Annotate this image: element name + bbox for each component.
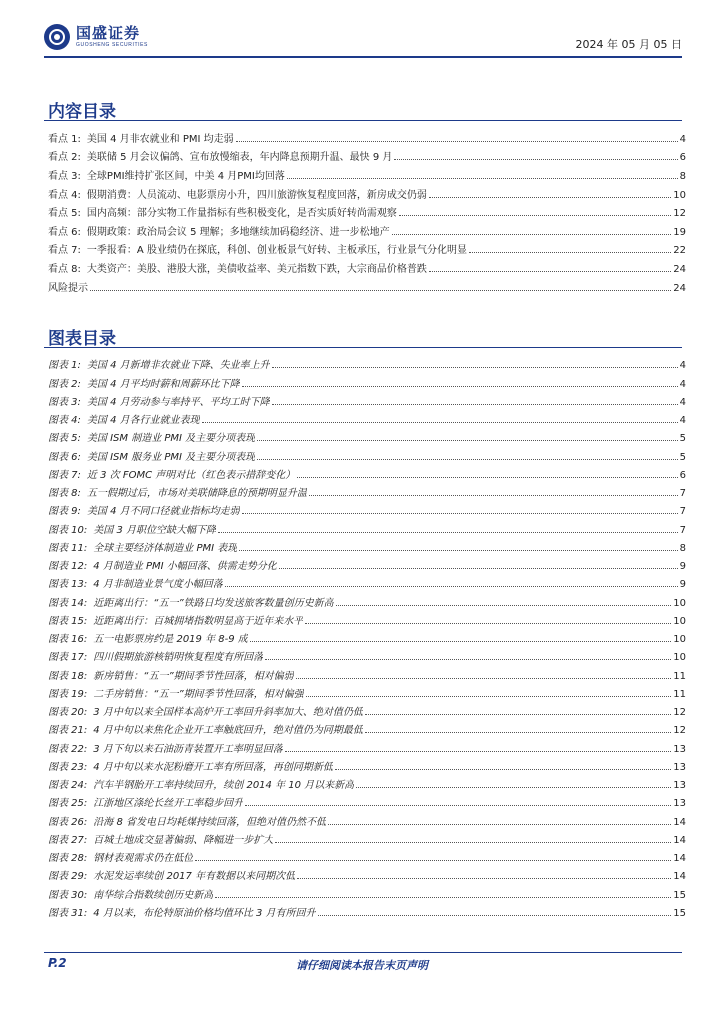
page-header <box>44 22 682 56</box>
figure-item-label: 图表 16: <box>48 634 88 645</box>
figure-item-leader <box>265 659 671 660</box>
figure-item-label: 图表 30: <box>48 889 88 901</box>
figure-item-label: 图表 2: <box>48 378 81 390</box>
figure-item[interactable] <box>48 663 686 681</box>
contents-item-text: 风险提示 <box>48 282 88 294</box>
figure-item-label: 图表 22: <box>48 743 88 755</box>
contents-item-label: 看点 6: <box>48 226 81 238</box>
figure-item-page: 14 <box>673 871 686 883</box>
figure-item[interactable] <box>48 481 686 499</box>
figure-item-leader <box>365 732 671 733</box>
figure-item[interactable] <box>48 353 686 371</box>
contents-item-text: 大类资产：美股、港股大涨，美债收益率、美元指数下跌，大宗商品价格普跌 <box>86 264 427 276</box>
figure-item-leader <box>272 367 678 368</box>
figure-item-label: 图表 8: <box>48 488 81 499</box>
company-logo <box>44 22 148 52</box>
figure-item[interactable] <box>48 609 686 627</box>
figure-item-leader <box>239 550 677 551</box>
figure-item-text: 新房销售：“五一”期间季节性回落，相对偏弱 <box>93 670 294 682</box>
figure-item-page: 14 <box>673 834 686 846</box>
figure-item-leader <box>245 805 671 806</box>
contents-item-page: 19 <box>673 226 686 238</box>
figure-item-page: 12 <box>673 725 686 737</box>
figure-item-text: 美国 ISM 制造业 PMI 及主要分项表现 <box>86 433 256 445</box>
logo-name-cn: 国盛证券 <box>76 24 141 42</box>
figure-item-page: 10 <box>673 634 686 645</box>
figure-item-label: 图表 11: <box>48 542 88 554</box>
contents-item-label: 看点 2: <box>48 152 81 164</box>
figure-item-leader <box>356 787 671 788</box>
figure-item[interactable] <box>48 846 686 864</box>
figure-item-leader <box>365 714 671 715</box>
figure-item-text: 水泥发运率续创 2017 年有数据以来同期次低 <box>93 871 296 883</box>
figure-item-text: 美国 4 月各行业就业表现 <box>86 415 200 426</box>
figure-item-label: 图表 1: <box>48 360 81 372</box>
figure-item[interactable] <box>48 755 686 773</box>
figure-item[interactable] <box>48 828 686 846</box>
contents-item-label: 看点 5: <box>48 208 81 220</box>
figure-item[interactable] <box>48 590 686 608</box>
contents-item-text: 美国 4 月非农就业和 PMI 均走弱 <box>86 133 234 145</box>
figure-item-text: 近距离出行：“五一”铁路日均发送旅客数量创历史新高 <box>93 597 334 609</box>
figure-item-text: 近距离出行：百城拥堵指数明显高于近年来水平 <box>93 615 304 627</box>
contents-item-leader <box>392 234 672 235</box>
figure-item-page: 9 <box>679 579 686 591</box>
figure-item-label: 图表 14: <box>48 597 88 609</box>
figure-item-label: 图表 3: <box>48 396 81 408</box>
contents-item[interactable] <box>48 275 686 294</box>
figure-item-label: 图表 20: <box>48 707 88 718</box>
figure-item-leader <box>285 751 671 752</box>
figure-item-leader <box>242 513 678 514</box>
contents-title-divider <box>44 120 682 121</box>
contents-item-label: 看点 8: <box>48 264 81 276</box>
figure-item-page: 14 <box>673 853 686 864</box>
figure-item[interactable] <box>48 700 686 718</box>
figure-item-leader <box>297 477 677 478</box>
figure-item-leader <box>225 586 678 587</box>
figures-title-divider <box>44 347 682 348</box>
figure-item[interactable] <box>48 627 686 645</box>
figure-item[interactable] <box>48 645 686 663</box>
figure-item-page: 13 <box>673 780 686 791</box>
figure-item-page: 7 <box>679 524 686 536</box>
contents-item[interactable] <box>48 238 686 257</box>
contents-item-leader <box>399 215 671 216</box>
figure-item-label: 图表 29: <box>48 871 88 883</box>
figure-item-text: 汽车半钢胎开工率持续回升，续创 2014 年 10 月以来新高 <box>93 780 355 791</box>
contents-item-page: 12 <box>673 208 686 220</box>
figure-item-page: 13 <box>673 798 686 810</box>
contents-item[interactable] <box>48 163 686 182</box>
figure-item-page: 11 <box>673 670 686 682</box>
figure-item-label: 图表 25: <box>48 798 88 810</box>
figure-item-text: 美国 3 月职位空缺大幅下降 <box>93 524 217 536</box>
figure-item-text: 美国 ISM 服务业 PMI 及主要分项表现 <box>86 451 256 463</box>
figure-item-label: 图表 19: <box>48 688 88 700</box>
figure-item-leader <box>215 897 671 898</box>
figure-item-page: 5 <box>679 451 686 463</box>
figure-item[interactable] <box>48 536 686 554</box>
contents-item-page: 8 <box>679 170 686 182</box>
figure-item-label: 图表 21: <box>48 725 88 737</box>
figure-item-text: 4 月中旬以来水泥粉磨开工率有所回落，再创同期新低 <box>93 761 333 773</box>
figure-item[interactable] <box>48 390 686 408</box>
figure-item-text: 4 月制造业 PMI 小幅回落、供需走势分化 <box>93 561 277 572</box>
figure-item-leader <box>272 404 678 405</box>
contents-item[interactable] <box>48 182 686 201</box>
contents-item-label: 看点 4: <box>48 189 81 201</box>
figure-item-page: 10 <box>673 615 686 627</box>
figure-item-label: 图表 15: <box>48 615 88 627</box>
contents-list <box>48 126 686 294</box>
figures-title: 图表目录 <box>48 329 116 349</box>
figure-item-page: 13 <box>673 743 686 755</box>
figure-item-text: 近 3 次 FOMC 声明对比（红色表示措辞变化） <box>86 469 296 481</box>
figure-item-page: 10 <box>673 652 686 664</box>
figure-item-label: 图表 9: <box>48 506 81 518</box>
figure-item-text: 4 月非制造业景气度小幅回落 <box>93 579 223 591</box>
figure-item-label: 图表 17: <box>48 652 88 664</box>
figure-item-label: 图表 10: <box>48 524 88 536</box>
figure-item[interactable] <box>48 499 686 517</box>
figure-item-text: 百城土地成交显著偏弱、降幅进一步扩大 <box>93 834 274 846</box>
figure-item-text: 3 月下旬以来石油沥青装置开工率明显回落 <box>93 743 283 755</box>
figure-item-page: 4 <box>679 396 686 408</box>
figure-item-text: 美国 4 月不同口径就业指标均走弱 <box>86 506 240 518</box>
contents-item-page: 4 <box>679 133 686 145</box>
figure-item-leader <box>275 842 671 843</box>
contents-item-text: 国内高频：部分实物工作量指标有些积极变化，是否实质好转尚需观察 <box>86 208 397 220</box>
figure-item-page: 4 <box>679 378 686 390</box>
contents-item-page: 22 <box>673 245 686 257</box>
figure-item-leader <box>250 641 671 642</box>
contents-item-text: 美联储 5 月会议偏鸽、宣布放慢缩表，年内降息预期升温、最快 9 月 <box>86 152 393 164</box>
figure-item-text: 美国 4 月劳动参与率持平、平均工时下降 <box>86 396 270 408</box>
contents-item-leader <box>429 271 671 272</box>
figure-item-leader <box>328 824 671 825</box>
contents-item-page: 24 <box>673 264 686 276</box>
contents-item-leader <box>90 290 671 291</box>
contents-item-page: 10 <box>673 189 686 201</box>
figure-item-page: 9 <box>679 561 686 572</box>
figures-list <box>48 353 686 919</box>
contents-item[interactable] <box>48 201 686 220</box>
company-logo-icon <box>44 24 70 50</box>
figure-item-label: 图表 18: <box>48 670 88 682</box>
figure-item[interactable] <box>48 682 686 700</box>
contents-item[interactable] <box>48 219 686 238</box>
figure-item-label: 图表 31: <box>48 907 88 919</box>
figure-item-page: 5 <box>679 433 686 445</box>
figure-item[interactable] <box>48 736 686 754</box>
figure-item-page: 8 <box>679 542 686 554</box>
figure-item-page: 7 <box>679 488 686 499</box>
contents-item[interactable] <box>48 126 686 145</box>
figure-item-page: 4 <box>679 360 686 372</box>
figure-item-leader <box>279 568 678 569</box>
figure-item[interactable] <box>48 882 686 900</box>
figure-item-text: 钢材表观需求仍在低位 <box>93 853 194 864</box>
contents-item[interactable] <box>48 256 686 275</box>
figure-item-page: 14 <box>673 816 686 828</box>
contents-item-label: 看点 3: <box>48 170 81 182</box>
contents-item[interactable] <box>48 145 686 164</box>
contents-item-text: 假期政策：政治局会议 5 理解；多地继续加码稳经济、进一步松地产 <box>86 226 390 238</box>
figure-item-leader <box>218 532 678 533</box>
figure-item-page: 15 <box>673 889 686 901</box>
contents-item-text: 假期消费：人员流动、电影票房小升，四川旅游恢复程度回落，新房成交仍弱 <box>86 189 427 201</box>
page-number: P.2 <box>48 956 67 970</box>
figure-item-text: 美国 4 月平均时薪和周薪环比下降 <box>86 378 240 390</box>
figure-item[interactable] <box>48 773 686 791</box>
disclaimer-text: 请仔细阅读本报告末页声明 <box>296 959 428 972</box>
figure-item-text: 美国 4 月新增非农就业下降、失业率上升 <box>86 360 270 372</box>
figure-item-label: 图表 23: <box>48 761 88 773</box>
figure-item-label: 图表 26: <box>48 816 88 828</box>
figure-item-leader <box>306 696 672 697</box>
figure-item-leader <box>257 440 677 441</box>
figure-item-text: 五一假期过后，市场对美联储降息的预期明显升温 <box>86 488 307 499</box>
figure-item[interactable] <box>48 426 686 444</box>
footer-divider <box>44 952 682 953</box>
figure-item-leader <box>242 386 678 387</box>
figure-item-text: 4 月中旬以来焦化企业开工率触底回升，绝对值仍为同期最低 <box>93 725 363 737</box>
contents-item-leader <box>236 141 678 142</box>
figure-item-text: 五一电影票房约是 2019 年 8-9 成 <box>93 634 248 645</box>
figure-item[interactable] <box>48 572 686 590</box>
contents-item-text: 一季报看：A 股业绩仍在探底，科创、创业板景气好转、主板承压，行业景气分化明显 <box>86 245 467 257</box>
figure-item-text: 沿海 8 省发电日均耗煤持续回落，但绝对值仍然不低 <box>93 816 327 828</box>
figure-item-leader <box>257 459 677 460</box>
contents-item-page: 24 <box>673 282 686 294</box>
contents-item-label: 看点 7: <box>48 245 81 257</box>
figure-item[interactable] <box>48 463 686 481</box>
figure-item-label: 图表 28: <box>48 853 88 864</box>
figure-item-leader <box>195 860 671 861</box>
figure-item-text: 3 月中旬以来全国样本高炉开工率回升斜率加大、绝对值仍低 <box>93 707 363 718</box>
logo-name-en: GUOSHENG SECURITIES <box>76 42 148 48</box>
header-divider <box>44 56 682 58</box>
figure-item-page: 4 <box>679 415 686 426</box>
figure-item-text: 南华综合指数续创历史新高 <box>93 889 214 901</box>
figure-item-label: 图表 27: <box>48 834 88 846</box>
figure-item-leader <box>296 678 672 679</box>
figure-item-leader <box>335 769 671 770</box>
figure-item[interactable] <box>48 864 686 882</box>
figure-item[interactable] <box>48 408 686 426</box>
figure-item-page: 6 <box>679 469 686 481</box>
figure-item-page: 12 <box>673 707 686 718</box>
figure-item-page: 13 <box>673 761 686 773</box>
figure-item-label: 图表 6: <box>48 451 81 463</box>
figure-item[interactable] <box>48 517 686 535</box>
contents-item-leader <box>469 252 671 253</box>
figure-item[interactable] <box>48 718 686 736</box>
figure-item[interactable] <box>48 554 686 572</box>
contents-item-text: 全球PMI维持扩张区间，中美 4 月PMI均回落 <box>86 170 285 182</box>
figure-item-leader <box>336 605 672 606</box>
figure-item-leader <box>305 623 671 624</box>
figure-item-label: 图表 4: <box>48 415 81 426</box>
report-date: 2024 年 05 月 05 日 <box>575 38 682 51</box>
contents-item-page: 6 <box>679 152 686 164</box>
figure-item-text: 二手房销售：“五一”期间季节性回落，相对偏强 <box>93 688 304 700</box>
figure-item-page: 11 <box>673 688 686 700</box>
contents-item-leader <box>429 197 671 198</box>
figure-item-text: 四川假期旅游核销明恢复程度有所回落 <box>93 652 264 664</box>
figure-item[interactable] <box>48 901 686 919</box>
figure-item[interactable] <box>48 444 686 462</box>
figure-item-label: 图表 13: <box>48 579 88 591</box>
contents-item-label: 看点 1: <box>48 133 81 145</box>
figure-item-text: 全球主要经济体制造业 PMI 表现 <box>93 542 238 554</box>
figure-item-leader <box>318 915 672 916</box>
figure-item-leader <box>309 495 678 496</box>
figure-item-page: 15 <box>673 907 686 919</box>
contents-item-leader <box>394 159 677 160</box>
contents-title: 内容目录 <box>48 102 116 122</box>
contents-item-leader <box>287 178 678 179</box>
figure-item-page: 10 <box>673 597 686 609</box>
figure-item-label: 图表 24: <box>48 780 88 791</box>
figure-item-text: 江浙地区涤纶长丝开工率稳步回升 <box>93 798 244 810</box>
figure-item[interactable] <box>48 791 686 809</box>
figure-item-leader <box>297 878 671 879</box>
figure-item[interactable] <box>48 809 686 827</box>
figure-item-leader <box>202 422 678 423</box>
figure-item-page: 7 <box>679 506 686 518</box>
figure-item[interactable] <box>48 371 686 389</box>
figure-item-label: 图表 7: <box>48 469 81 481</box>
figure-item-label: 图表 12: <box>48 561 88 572</box>
figure-item-label: 图表 5: <box>48 433 81 445</box>
figure-item-text: 4 月以来，布伦特原油价格均值环比 3 月有所回升 <box>93 907 316 919</box>
